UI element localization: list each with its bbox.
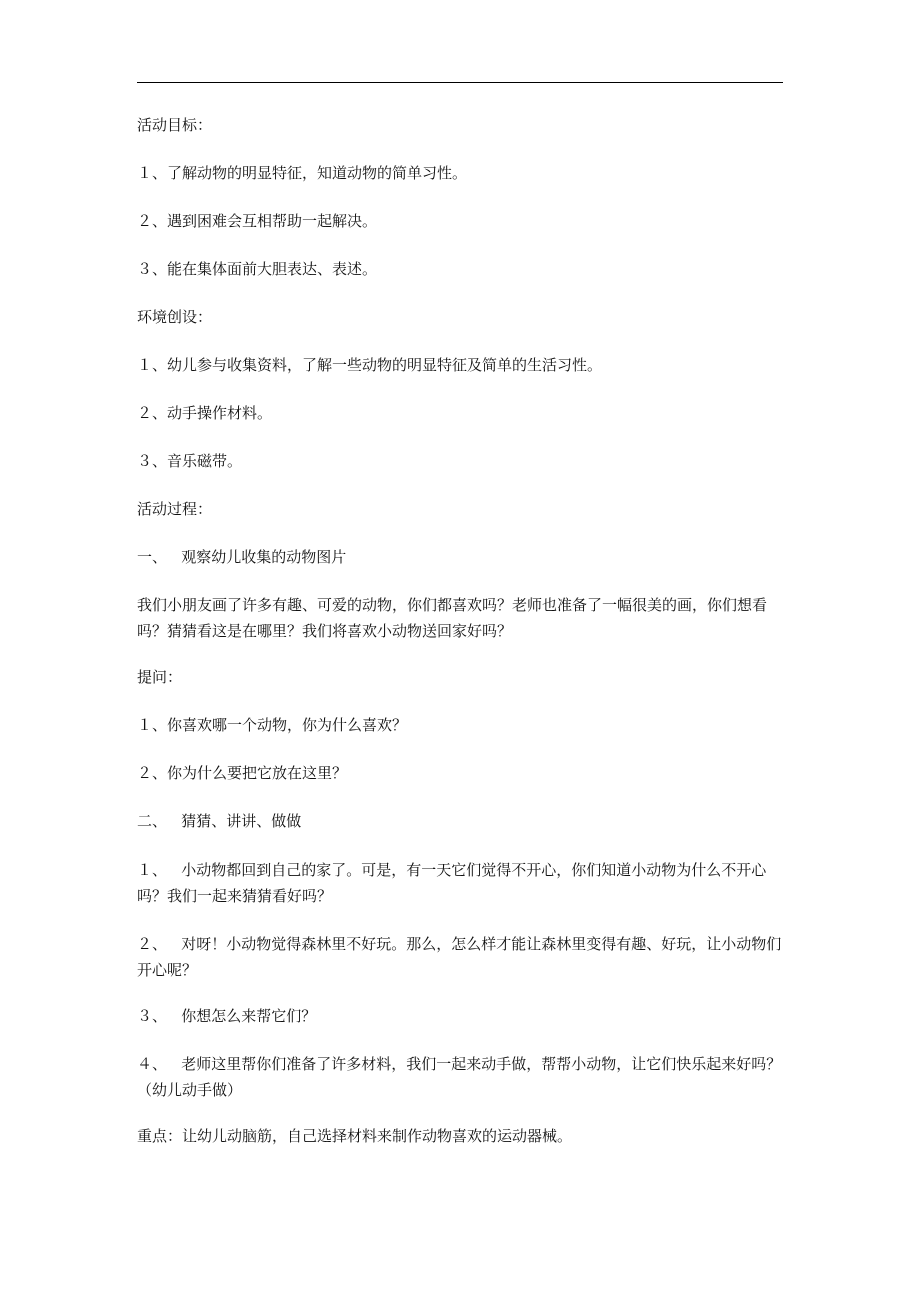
process-paragraph-1: 我们小朋友画了许多有趣、可爱的动物，你们都喜欢吗？老师也准备了一幅很美的画，你们想看吗？猜猜看这是在哪里？我们将喜欢小动物送回家好吗？ xyxy=(137,596,768,640)
environment-item-1: １、幼儿参与收集资料，了解一些动物的明显特征及简单的生活习性。 xyxy=(137,356,603,374)
environment-item-2: ２、动手操作材料。 xyxy=(137,404,273,422)
question-item-1: １、你喜欢哪一个动物，你为什么喜欢？ xyxy=(137,716,408,734)
heading-goals: 活动目标： xyxy=(137,116,213,134)
environment-item-3: ３、音乐磁带。 xyxy=(137,452,243,470)
header-rule xyxy=(137,82,783,83)
step-item-3: ３、 你想怎么来帮它们？ xyxy=(137,1007,317,1025)
goal-item-1: １、了解动物的明显特征，知道动物的简单习性。 xyxy=(137,164,468,182)
step-item-2: ２、 对呀！小动物觉得森林里不好玩。那么，怎么样才能让森林里变得有趣、好玩，让小动物们开心呢？ xyxy=(137,935,782,979)
goal-item-3: ３、能在集体面前大胆表达、表述。 xyxy=(137,260,378,278)
process-section-1: 一、 观察幼儿收集的动物图片 xyxy=(137,548,347,566)
goal-item-2: ２、遇到困难会互相帮助一起解决。 xyxy=(137,212,378,230)
process-section-2: 二、 猜猜、讲讲、做做 xyxy=(137,812,302,830)
heading-environment: 环境创设： xyxy=(137,308,213,326)
key-point: 重点：让幼儿动脑筋，自己选择材料来制作动物喜欢的运动器械。 xyxy=(137,1127,573,1145)
heading-questions: 提问： xyxy=(137,668,183,686)
step-item-4: ４、 老师这里帮你们准备了许多材料，我们一起来动手做，帮帮小动物，让它们快乐起来好吗？（幼儿动手做） xyxy=(137,1055,782,1099)
question-item-2: ２、你为什么要把它放在这里？ xyxy=(137,764,348,782)
heading-process: 活动过程： xyxy=(137,500,213,518)
step-item-1: １、 小动物都回到自己的家了。可是，有一天它们觉得不开心，你们知道小动物为什么不开心吗？我们一起来猜猜看好吗？ xyxy=(137,861,767,905)
